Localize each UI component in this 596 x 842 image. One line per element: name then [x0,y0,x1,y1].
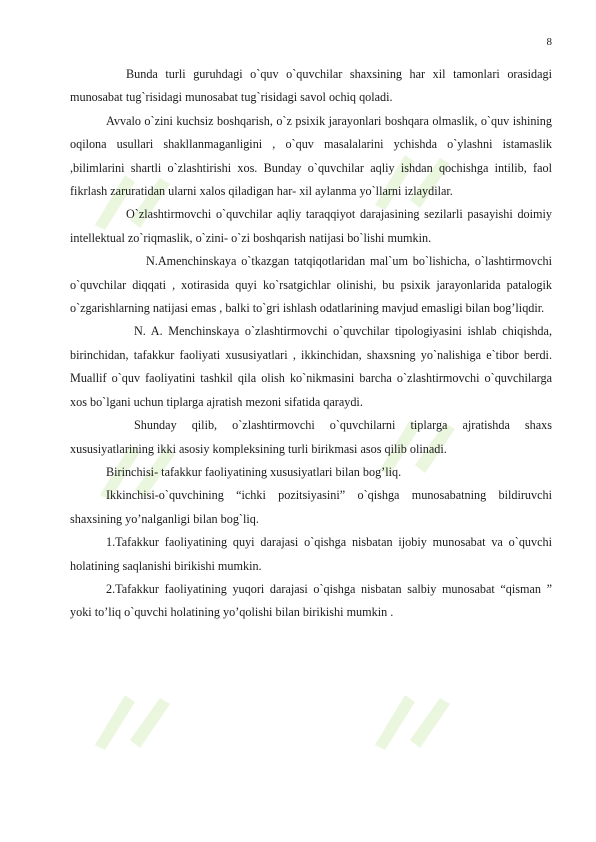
pdf-watermark-icon [90,690,180,750]
paragraph: Avvalo o`zini kuchsiz boshqarish, o`z psixik jarayonlari boshqara olmaslik, o`quv ishining oqilona usullari shakllanmaganligini , o`quv masalalarini ychishda o`ylashni istamaslik ,bilimlarini shartli o`zlashtirishi xos. Bunday o`quvchilar aqliy ishdan qochishga intilib, faol fikrlash zaruratidan ularni xalos qiladigan har- xil aylanma yo`llarni izlaydilar. [70,113,552,199]
pdf-watermark-icon [370,690,460,750]
paragraph: N.Amenchinskaya o`tkazgan tatqiqotlaridan mal`um bo`lishicha, o`lashtirmovchi o`quvchilar diqqati , xotirasida quyi ko`rsatgichlar olinishi, bu psixik jarayonlarida patalogik o`zgarishlarning natijasi emas , balki to`gri ishlash odatlarining mavjud emasligi bilan bog’liqdir. [70,254,552,316]
paragraph: O`zlashtirmovchi o`quvchilar aqliy taraqqiyot darajasining sezilarli pasayishi doimiy intellektual zo`riqmaslik, o`zini- o`zi boshqarish natijasi bo`lishi mumkin. [70,207,552,245]
paragraph: Bunda turli guruhdagi o`quv o`quvchilar shaxsining har xil tamonlari orasidagi munosabat tug`risidagi munosabat tug`risidagi savol ochiq qoladi. [70,67,552,105]
paragraph: Shunday qilib, o`zlashtirmovchi o`quvchilarni tiplarga ajratishda shaxs xususiyatlarining ikki asosiy kompleksining turli birikmasi asos qilib olinadi. [70,418,552,456]
paragraph: 1.Tafakkur faoliyatining quyi darajasi o`qishga nisbatan ijobiy munosabat va o`quvchi holatining saqlanishi birikishi mumkin. [70,535,552,573]
paragraph: Birinchisi- tafakkur faoliyatining xususiyatlari bilan bog’liq. [106,464,402,479]
page-number: 8 [546,36,552,48]
paragraph: 2.Tafakkur faoliyatining yuqori darajasi o`qishga nisbatan salbiy munosabat “qisman ” yoki to’liq o`quvchi holatining yo’qolishi bilan birikishi mumkin . [70,581,552,620]
paragraph: Ikkinchisi-o`quvchining “ichki pozitsiyasini” o`qishga munosabatning bildiruvchi shaxsining yo’nalganligi bilan bog`liq. [70,488,552,526]
paragraph: N. A. Menchinskaya o`zlashtirmovchi o`quvchilar tipologiyasini ishlab chiqishda, birinchidan, tafakkur faoliyati xususiyatlari , ikkinchidan, shaxsning yo`nalishiga e`tibor berdi. Muallif o`quv faoliyatini tashkil qila olish ko`nikmasini barcha o`zlashtirmovchi o`quvchilarga xos bo`lgani uchun tiplarga ajratish mezoni sifatida qaraydi. [70,324,552,409]
document-body [70,63,552,625]
